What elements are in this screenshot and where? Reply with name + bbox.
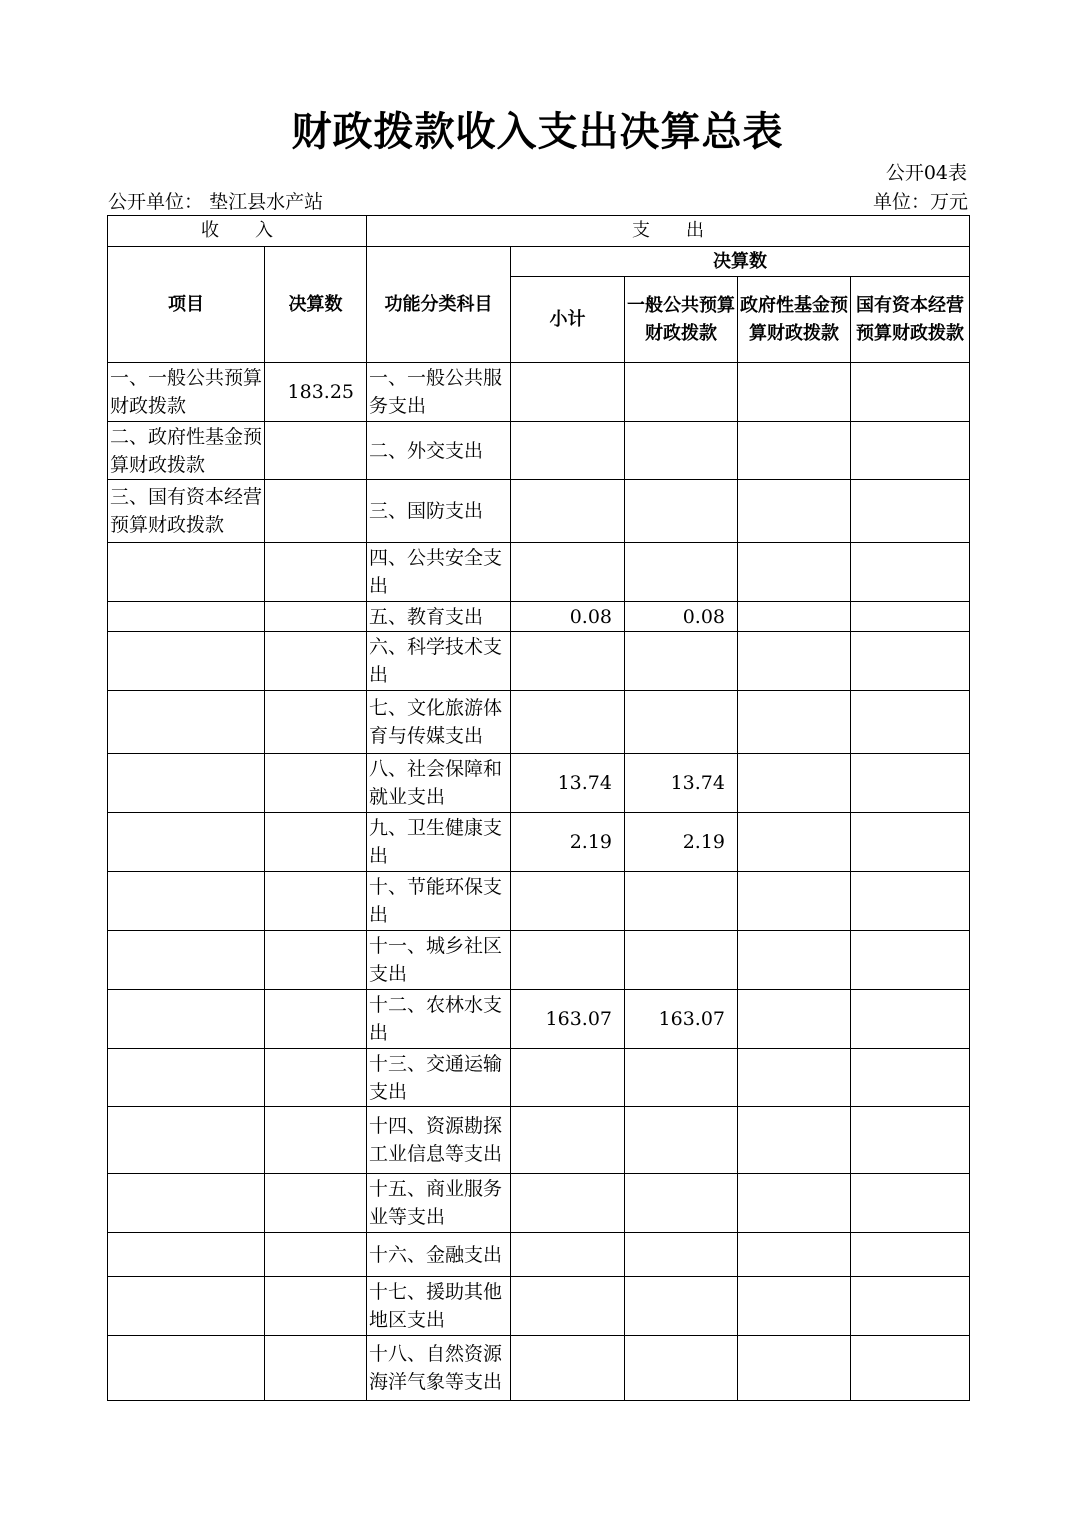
general-cell — [625, 1049, 738, 1107]
gov-fund-cell — [738, 813, 851, 872]
state-capital-cell — [851, 754, 970, 813]
income-amount-cell — [265, 1336, 367, 1401]
subtotal-cell — [511, 931, 625, 990]
func-cell: 九、卫生健康支出 — [367, 813, 511, 872]
income-item-cell — [108, 813, 265, 872]
state-capital-cell — [851, 480, 970, 543]
income-item-cell — [108, 632, 265, 691]
table-row — [108, 1233, 970, 1277]
general-cell — [625, 931, 738, 990]
gov-fund-cell — [738, 422, 851, 480]
general-cell — [625, 872, 738, 931]
table-row — [108, 480, 970, 543]
general-cell: 0.08 — [625, 602, 738, 632]
final-header: 决算数 — [511, 247, 970, 277]
general-cell — [625, 543, 738, 602]
income-amount-cell — [265, 422, 367, 480]
gov-fund-header: 政府性基金预算财政拨款 — [738, 277, 851, 363]
general-cell: 2.19 — [625, 813, 738, 872]
gov-fund-cell — [738, 990, 851, 1049]
table-row — [108, 754, 970, 813]
gov-fund-cell — [738, 1107, 851, 1174]
state-capital-cell — [851, 872, 970, 931]
state-capital-cell — [851, 1049, 970, 1107]
gov-fund-cell — [738, 1049, 851, 1107]
income-item-cell: 三、国有资本经营预算财政拨款 — [108, 480, 265, 543]
func-cell: 十五、商业服务业等支出 — [367, 1174, 511, 1233]
income-item-cell — [108, 543, 265, 602]
gov-fund-cell — [738, 931, 851, 990]
income-item-cell — [108, 872, 265, 931]
income-amount-cell — [265, 754, 367, 813]
income-item-cell: 二、政府性基金预算财政拨款 — [108, 422, 265, 480]
income-item-cell — [108, 1233, 265, 1277]
income-amount-cell — [265, 691, 367, 754]
income-amount-cell — [265, 543, 367, 602]
table-row — [108, 1107, 970, 1174]
state-capital-cell — [851, 422, 970, 480]
item-header: 项目 — [108, 247, 265, 363]
table-row — [108, 1277, 970, 1336]
general-cell — [625, 632, 738, 691]
income-amount-cell — [265, 1107, 367, 1174]
table-row — [108, 691, 970, 754]
income-header: 收 入 — [108, 216, 367, 247]
gov-fund-cell — [738, 1174, 851, 1233]
subtotal-cell: 163.07 — [511, 990, 625, 1049]
income-amount-cell — [265, 1277, 367, 1336]
func-cell: 二、外交支出 — [367, 422, 511, 480]
income-item-cell — [108, 1174, 265, 1233]
general-cell — [625, 422, 738, 480]
state-capital-cell — [851, 1174, 970, 1233]
subtotal-cell — [511, 691, 625, 754]
general-cell — [625, 363, 738, 422]
state-capital-cell — [851, 632, 970, 691]
subtotal-cell: 2.19 — [511, 813, 625, 872]
table-row — [108, 813, 970, 872]
amount-header: 决算数 — [265, 247, 367, 363]
unit-label: 公开单位： — [108, 191, 204, 213]
subtotal-cell — [511, 1174, 625, 1233]
state-capital-cell — [851, 602, 970, 632]
subtotal-cell: 0.08 — [511, 602, 625, 632]
general-cell — [625, 1174, 738, 1233]
income-item-cell — [108, 990, 265, 1049]
gov-fund-cell — [738, 872, 851, 931]
general-cell: 13.74 — [625, 754, 738, 813]
income-amount-cell — [265, 480, 367, 543]
income-amount-cell — [265, 990, 367, 1049]
state-capital-cell — [851, 813, 970, 872]
gov-fund-cell — [738, 1277, 851, 1336]
general-header: 一般公共预算财政拨款 — [625, 277, 738, 363]
table-number: 公开04表 — [885, 162, 967, 184]
gov-fund-cell — [738, 480, 851, 543]
subtotal-cell — [511, 1336, 625, 1401]
income-amount-cell — [265, 931, 367, 990]
table-row — [108, 990, 970, 1049]
income-amount-cell — [265, 632, 367, 691]
budget-table — [107, 215, 970, 1401]
income-amount-cell — [265, 872, 367, 931]
gov-fund-cell — [738, 691, 851, 754]
gov-fund-cell — [738, 363, 851, 422]
state-capital-cell — [851, 691, 970, 754]
func-cell: 七、文化旅游体育与传媒支出 — [367, 691, 511, 754]
gov-fund-cell — [738, 1233, 851, 1277]
income-item-cell — [108, 931, 265, 990]
header-row-1 — [108, 216, 970, 247]
income-item-cell — [108, 1277, 265, 1336]
gov-fund-cell — [738, 602, 851, 632]
income-item-cell — [108, 602, 265, 632]
func-cell: 五、教育支出 — [367, 602, 511, 632]
state-capital-cell — [851, 543, 970, 602]
func-cell: 十八、自然资源海洋气象等支出 — [367, 1336, 511, 1401]
table-body — [108, 216, 970, 1401]
state-capital-cell — [851, 1107, 970, 1174]
gov-fund-cell — [738, 754, 851, 813]
func-header: 功能分类科目 — [367, 247, 511, 363]
gov-fund-cell — [738, 1336, 851, 1401]
table-row — [108, 1049, 970, 1107]
gov-fund-cell — [738, 632, 851, 691]
state-capital-cell — [851, 1233, 970, 1277]
general-cell — [625, 1336, 738, 1401]
func-cell: 三、国防支出 — [367, 480, 511, 543]
table-row — [108, 543, 970, 602]
general-cell — [625, 1107, 738, 1174]
income-item-cell — [108, 1336, 265, 1401]
state-capital-cell — [851, 990, 970, 1049]
func-cell: 十一、城乡社区支出 — [367, 931, 511, 990]
subtotal-cell — [511, 1049, 625, 1107]
unit-name: 垫江县水产站 — [209, 191, 324, 213]
general-cell — [625, 1277, 738, 1336]
subtotal-cell — [511, 1277, 625, 1336]
income-item-cell — [108, 691, 265, 754]
expense-header: 支 出 — [367, 216, 970, 247]
subtotal-cell — [511, 363, 625, 422]
general-cell — [625, 691, 738, 754]
func-cell: 十二、农林水支出 — [367, 990, 511, 1049]
subtotal-cell — [511, 543, 625, 602]
subtotal-cell — [511, 480, 625, 543]
func-cell: 十七、援助其他地区支出 — [367, 1277, 511, 1336]
func-cell: 十三、交通运输支出 — [367, 1049, 511, 1107]
subtotal-cell — [511, 1107, 625, 1174]
func-cell: 十六、金融支出 — [367, 1233, 511, 1277]
general-cell: 163.07 — [625, 990, 738, 1049]
table-row — [108, 602, 970, 632]
page-title: 财政拨款收入支出决算总表 — [291, 108, 784, 155]
state-capital-cell — [851, 1277, 970, 1336]
general-cell — [625, 480, 738, 543]
state-capital-cell — [851, 1336, 970, 1401]
income-item-cell — [108, 1049, 265, 1107]
gov-fund-cell — [738, 543, 851, 602]
income-amount-cell — [265, 1233, 367, 1277]
func-cell: 十、节能环保支出 — [367, 872, 511, 931]
income-amount-cell — [265, 813, 367, 872]
func-cell: 一、一般公共服务支出 — [367, 363, 511, 422]
table-row — [108, 931, 970, 990]
func-cell: 八、社会保障和就业支出 — [367, 754, 511, 813]
table-row — [108, 1174, 970, 1233]
header-row-2 — [108, 247, 970, 277]
income-amount-cell — [265, 1174, 367, 1233]
func-cell: 六、科学技术支出 — [367, 632, 511, 691]
income-item-cell: 一、一般公共预算财政拨款 — [108, 363, 265, 422]
func-cell: 四、公共安全支出 — [367, 543, 511, 602]
table-row — [108, 1336, 970, 1401]
table-row — [108, 632, 970, 691]
subtotal-cell — [511, 632, 625, 691]
subtotal-cell — [511, 422, 625, 480]
income-item-cell — [108, 1107, 265, 1174]
func-cell: 十四、资源勘探工业信息等支出 — [367, 1107, 511, 1174]
income-amount-cell — [265, 602, 367, 632]
currency-unit: 单位：万元 — [872, 191, 968, 213]
unit-info — [108, 187, 323, 214]
income-amount-cell: 183.25 — [265, 363, 367, 422]
subtotal-cell — [511, 1233, 625, 1277]
subtotal-header: 小计 — [511, 277, 625, 363]
state-capital-header: 国有资本经营预算财政拨款 — [851, 277, 970, 363]
income-item-cell — [108, 754, 265, 813]
subtotal-cell — [511, 872, 625, 931]
state-capital-cell — [851, 931, 970, 990]
table-row — [108, 872, 970, 931]
income-amount-cell — [265, 1049, 367, 1107]
state-capital-cell — [851, 363, 970, 422]
table-row — [108, 363, 970, 422]
subtotal-cell: 13.74 — [511, 754, 625, 813]
general-cell — [625, 1233, 738, 1277]
table-row — [108, 422, 970, 480]
